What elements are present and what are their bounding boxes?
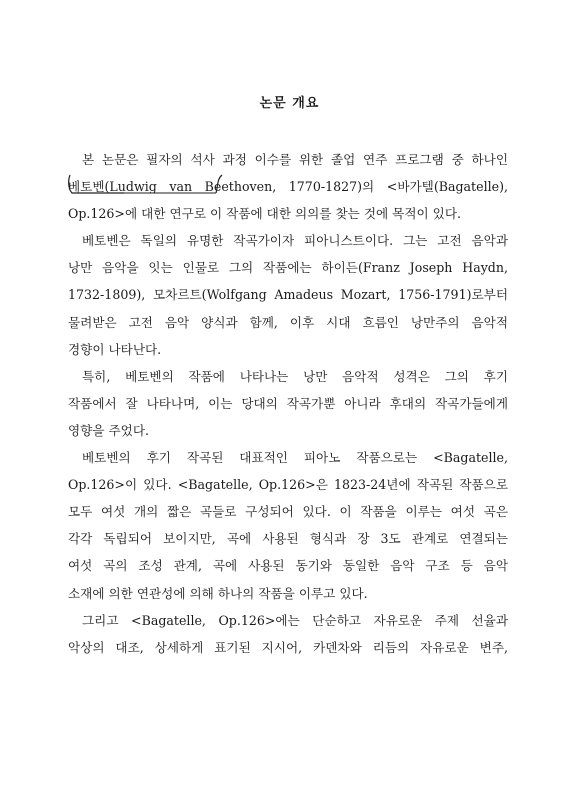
text-line: 베토벤(Ludwig van Beethoven, 1770-1827)의 <바가텔(Bagatelle), — [68, 179, 508, 195]
text-line: 모두 여섯 개의 짧은 곡들로 구성되어 있다. 이 작품을 이루는 여섯 곡은 — [68, 504, 508, 520]
text-line: 1732-1809), 모차르트(Wolfgang Amadeus Mozart, 1756-1791)로부터 — [68, 287, 508, 303]
text-line: 본 논문은 필자의 석사 과정 이수를 위한 졸업 연주 프로그램 중 하나인 — [82, 152, 508, 167]
text-line: 그리고 <Bagatelle, Op.126>에는 단순하고 자유로운 주제 선율과 — [82, 612, 508, 628]
text-line: 각각 독립되어 보이지만, 곡에 사용된 형식과 장 3도 관계로 연결되는 — [68, 531, 508, 547]
text-line: 경향이 나타난다. — [68, 341, 162, 357]
text-line: 낭만 음악을 잇는 인물로 그의 작품에는 하이든(Franz Joseph Haydn, — [68, 260, 508, 276]
page-title: 논문 개요 — [259, 96, 320, 111]
text-line: 작품에서 잘 나타나며, 이는 당대의 작곡가뿐 아니라 후대의 작곡가들에게 — [68, 395, 508, 411]
text-line: Op.126>이 있다. <Bagatelle, Op.126>은 1823-24년에 작곡된 작품으로 — [68, 477, 508, 493]
text-line: 특히, 베토벤의 작품에 나타나는 낭만 음악적 성격은 그의 후기 — [82, 368, 508, 384]
abstract-body — [68, 146, 508, 661]
text-line: 물려받은 고전 음악 양식과 함께, 이후 시대 흐름인 낭만주의 음악적 — [68, 314, 508, 330]
text-line: 소재에 의한 연관성에 의해 하나의 작품을 이루고 있다. — [68, 585, 368, 601]
text-line: Op.126>에 대한 연구로 이 작품에 대한 의의를 찾는 것에 목적이 있다. — [68, 206, 461, 222]
text-line: 베토벤의 후기 작곡된 대표적인 피아노 작품으로는 <Bagatelle, — [82, 450, 508, 466]
text-line: 악상의 대조, 상세하게 표기된 지시어, 카덴차와 리듬의 자유로운 변주, — [68, 639, 508, 655]
text-line: 영향을 주었다. — [68, 422, 149, 438]
text-line: 베토벤은 독일의 유명한 작곡가이자 피아니스트이다. 그는 고전 음악과 — [82, 233, 508, 249]
text-line: 여섯 곡의 조성 관계, 곡에 사용된 동기와 동일한 음악 구조 등 음악 — [68, 558, 508, 574]
